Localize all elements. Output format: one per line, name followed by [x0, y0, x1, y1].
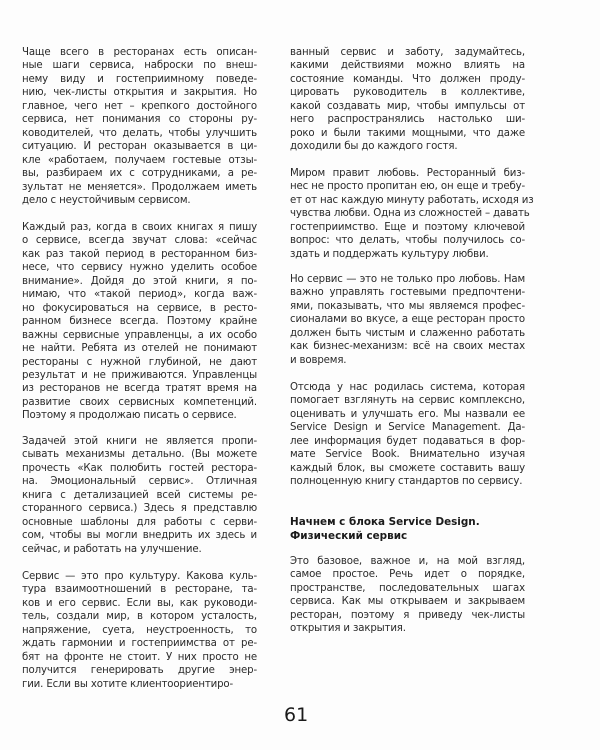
text-line: сервиса, нет понимания со стороны ру- [22, 114, 257, 126]
text-line: ванный сервис и заботу, задумайтесь, [290, 47, 525, 58]
text-line: Задачей этой книги не является пропи- [22, 436, 257, 447]
text-line: из ресторанов не всегда тратят время на [22, 383, 257, 395]
text-line: Но сервис — это не только про любовь. Нам [290, 274, 525, 285]
text-line: должен быть чистым и слаженно работать [290, 327, 525, 339]
text-line: ные шаги сервиса, наброски по внеш- [22, 60, 257, 72]
paragraph [290, 167, 534, 261]
text-line: состояние команды. Что должен проду- [290, 73, 525, 85]
paragraph [290, 381, 525, 489]
text-line: но фокусироваться на сервисе, в ресто- [22, 302, 257, 314]
text-line: каждый блок, вы сможете составить вашу [290, 462, 525, 474]
text-line: него распространялись настолько ши- [290, 114, 525, 126]
text-line: ков и его сервис. Если вы, как руководи- [22, 597, 257, 609]
text-line: ждать гармонии и гостеприимства от ре- [22, 638, 257, 650]
text-line: бят на фронте не стоит. У них просто не [22, 651, 257, 663]
text-line: ет от нас каждую минуту работать, исходя из [290, 194, 534, 206]
text-line: сом, чтобы вы могли внедрить их здесь и [22, 530, 257, 542]
text-line: открытия и закрытия. [290, 623, 406, 635]
text-line: несе, что сервису нужно уделить особое [22, 262, 257, 274]
text-line: сывать механизмы детально. (Вы можете [22, 449, 257, 461]
text-line: дело с неустойчивым сервисом. [22, 194, 191, 206]
text-line: тель, создали мир, в котором усталость, [22, 611, 257, 623]
text-line: важно управлять гостевыми предпочтени- [290, 287, 525, 299]
text-line: как раз такой период в ресторанном биз- [22, 248, 257, 260]
text-line: Чаще всего в ресторанах есть описан- [22, 47, 257, 58]
text-line: какой создавать мир, чтобы импульсы от [290, 100, 525, 112]
text-line: прочесть «Как полюбить гостей рестора- [22, 462, 257, 474]
text-line: развитие своих сервисных компетенций. [22, 396, 257, 408]
text-line: Каждый раз, когда в своих книгах я пишу [22, 222, 257, 233]
text-line: нимаю, что «такой период», когда важ- [22, 289, 257, 301]
text-line: гии. Если вы хотите клиентоориентиро- [22, 678, 234, 690]
text-line: вопрос: что делать, чтобы получилось со- [290, 235, 525, 247]
text-line: результат и не приживаются. Управленцы [22, 369, 257, 381]
text-line: Это базовое, важное и, на мой взгляд, [290, 556, 525, 567]
text-line: какими действиями можно влиять на [290, 60, 525, 72]
text-line: Поэтому я продолжаю писать о сервисе. [22, 410, 237, 422]
text-line: помогает взглянуть на сервис комплексно, [290, 395, 525, 407]
text-line: нес не просто пропитан ею, он еще и требу- [290, 181, 525, 193]
text-line: и вовремя. [290, 354, 347, 366]
text-line: о сервисе, всегда звучат слова: «сейчас [22, 235, 257, 247]
paragraph [22, 221, 257, 423]
text-line: самое простое. Речь идет о порядке, [290, 569, 525, 581]
text-line: напряжение, суета, неустроенность, то [22, 624, 257, 636]
text-line: внимание». Дойдя до этой книги, я по- [22, 275, 257, 287]
text-line: ресторан, поэтому я приведу чек-листы [290, 609, 525, 621]
paragraph [290, 273, 525, 367]
text-line: вы, разбираем их с сотрудниками, а ре- [22, 168, 257, 180]
text-line: цировать руководитель в коллективе, [290, 87, 525, 99]
text-line: здать и поддержать культуру любви. [290, 248, 489, 260]
text-line: ководителей, что делать, чтобы улучшить [22, 127, 257, 139]
text-line: пространстве, последовательных шагах [290, 582, 525, 594]
text-line: получится генерировать другие энер- [22, 665, 257, 677]
text-line: доходили бы до каждого гостя. [290, 141, 458, 153]
text-line: кле «работаем, получаем гостевые отзы- [22, 154, 257, 166]
text-line: рестораны с нужной глубиной, не дают [22, 356, 257, 368]
text-line: гостеприимство. Еще и поэтому ключевой [290, 221, 525, 233]
text-line: основные шаблоны для работы с серви- [22, 516, 257, 528]
text-line: Отсюда у нас родилась система, которая [290, 382, 525, 393]
text-line: как бизнес-механизм: всё на своих местах [290, 341, 525, 353]
text-line: Миром правит любовь. Ресторанный биз- [290, 168, 525, 179]
text-line: оценивать и улучшать его. Мы назвали ее [290, 408, 525, 420]
text-line: полноценную книгу стандартов по сервису. [290, 476, 523, 488]
paragraph [22, 435, 257, 556]
text-line: ранном бизнесе всегда. Поэтому крайне [22, 316, 257, 328]
text-line: ситуацию. И ресторан оказывается в ци- [22, 141, 257, 153]
text-line: зультат не меняется». Продолжаем иметь [22, 181, 257, 193]
text-line: роко и были такими мощными, что даже [290, 127, 525, 139]
paragraph [290, 46, 525, 154]
text-line: лее информация будет подаваться в фор- [290, 435, 525, 447]
text-line: нему виду и гостеприимному поведе- [22, 73, 257, 85]
section-heading-line: Физический сервис [290, 530, 408, 542]
text-line: тура взаимоотношений в ресторане, та- [22, 584, 257, 596]
text-line: на. Эмоциональный сервис». Отличная [22, 476, 257, 488]
text-line: Service Design и Service Management. Да- [290, 422, 525, 434]
page-number: 61 [284, 704, 309, 726]
text-line: мате Service Book. Внимательно изучая [290, 449, 525, 461]
text-line: сейчас, и работать на улучшение. [22, 543, 202, 555]
section-heading [290, 515, 480, 543]
text-line: сервиса. Как мы открываем и закрываем [290, 596, 525, 608]
text-line: не найти. Ребята из отелей не понимают [22, 343, 257, 355]
text-line: важны сервисные управленцы, а их особо [22, 329, 257, 341]
text-line: сторанного сервиса.) Здесь я представлю [22, 503, 257, 515]
text-line: книга с детализацией всей системы ре- [22, 489, 257, 501]
paragraph [22, 570, 257, 691]
text-line: ями, показывать, что мы являемся профес- [290, 300, 525, 312]
text-line: чувства любви. Одна из сложностей – давать [290, 208, 530, 220]
paragraph [290, 555, 525, 636]
paragraph [22, 46, 257, 207]
text-line: сионалами во вкусе, а еще ресторан просто [290, 314, 525, 326]
text-line: Сервис — это про культуру. Какова куль- [22, 571, 257, 582]
section-heading-line: Начнем с блока Service Design. [290, 516, 480, 528]
text-line: нию, чек-листы открытия и закрытия. Но [22, 87, 257, 99]
text-line: главное, чего нет – крепкого достойного [22, 100, 257, 112]
